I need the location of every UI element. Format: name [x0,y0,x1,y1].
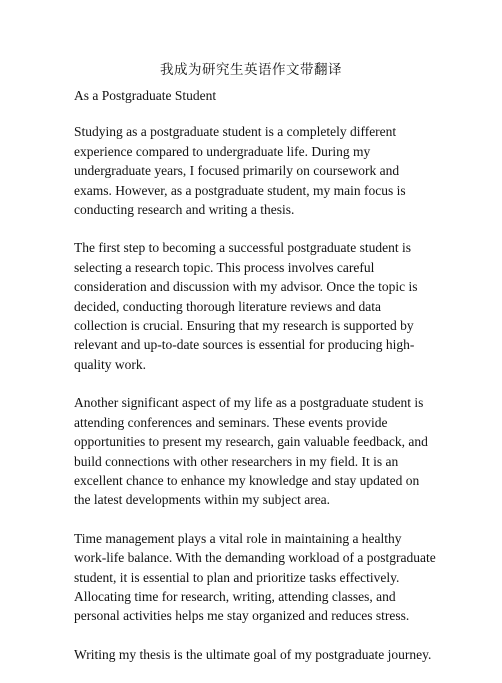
document-title: 我成为研究生英语作文带翻译 [160,62,342,77]
paragraph-3: Another significant aspect of my life as a postgraduate student is attending conferences and seminars. These events provide opportunities to present my research, gain valuable feedback, and build connections with other researchers in my field. It is an excellent chance to enhance my knowledge and stay updated on the latest developments within my subject area. [74,395,428,508]
essay-heading: As a Postgraduate Student [74,88,217,103]
paragraph-1: Studying as a postgraduate student is a completely different experience compared to undergraduate life. During my undergraduate years, I focused primarily on coursework and exams. However, as a postgraduate student, my main focus is conducting research and writing a thesis. [74,124,406,218]
document-body [74,86,436,683]
paragraph-5: Writing my thesis is the ultimate goal of my postgraduate journey. [74,646,432,662]
paragraph-4: Time management plays a vital role in maintaining a healthy work-life balance. With the demanding workload of a postgraduate student, it is essential to plan and prioritize tasks effectively. Allocating time for research, writing, attending classes, and personal activities helps me stay organized and reduces stress. [74,530,436,624]
paragraph-2: The first step to becoming a successful postgraduate student is selecting a research topic. This process involves careful consideration and discussion with my advisor. Once the topic is decided, conducting thorough literature reviews and data collection is crucial. Ensuring that my research is supported by relevant and up-to-date sources is essential for producing high-quality work. [74,240,418,372]
